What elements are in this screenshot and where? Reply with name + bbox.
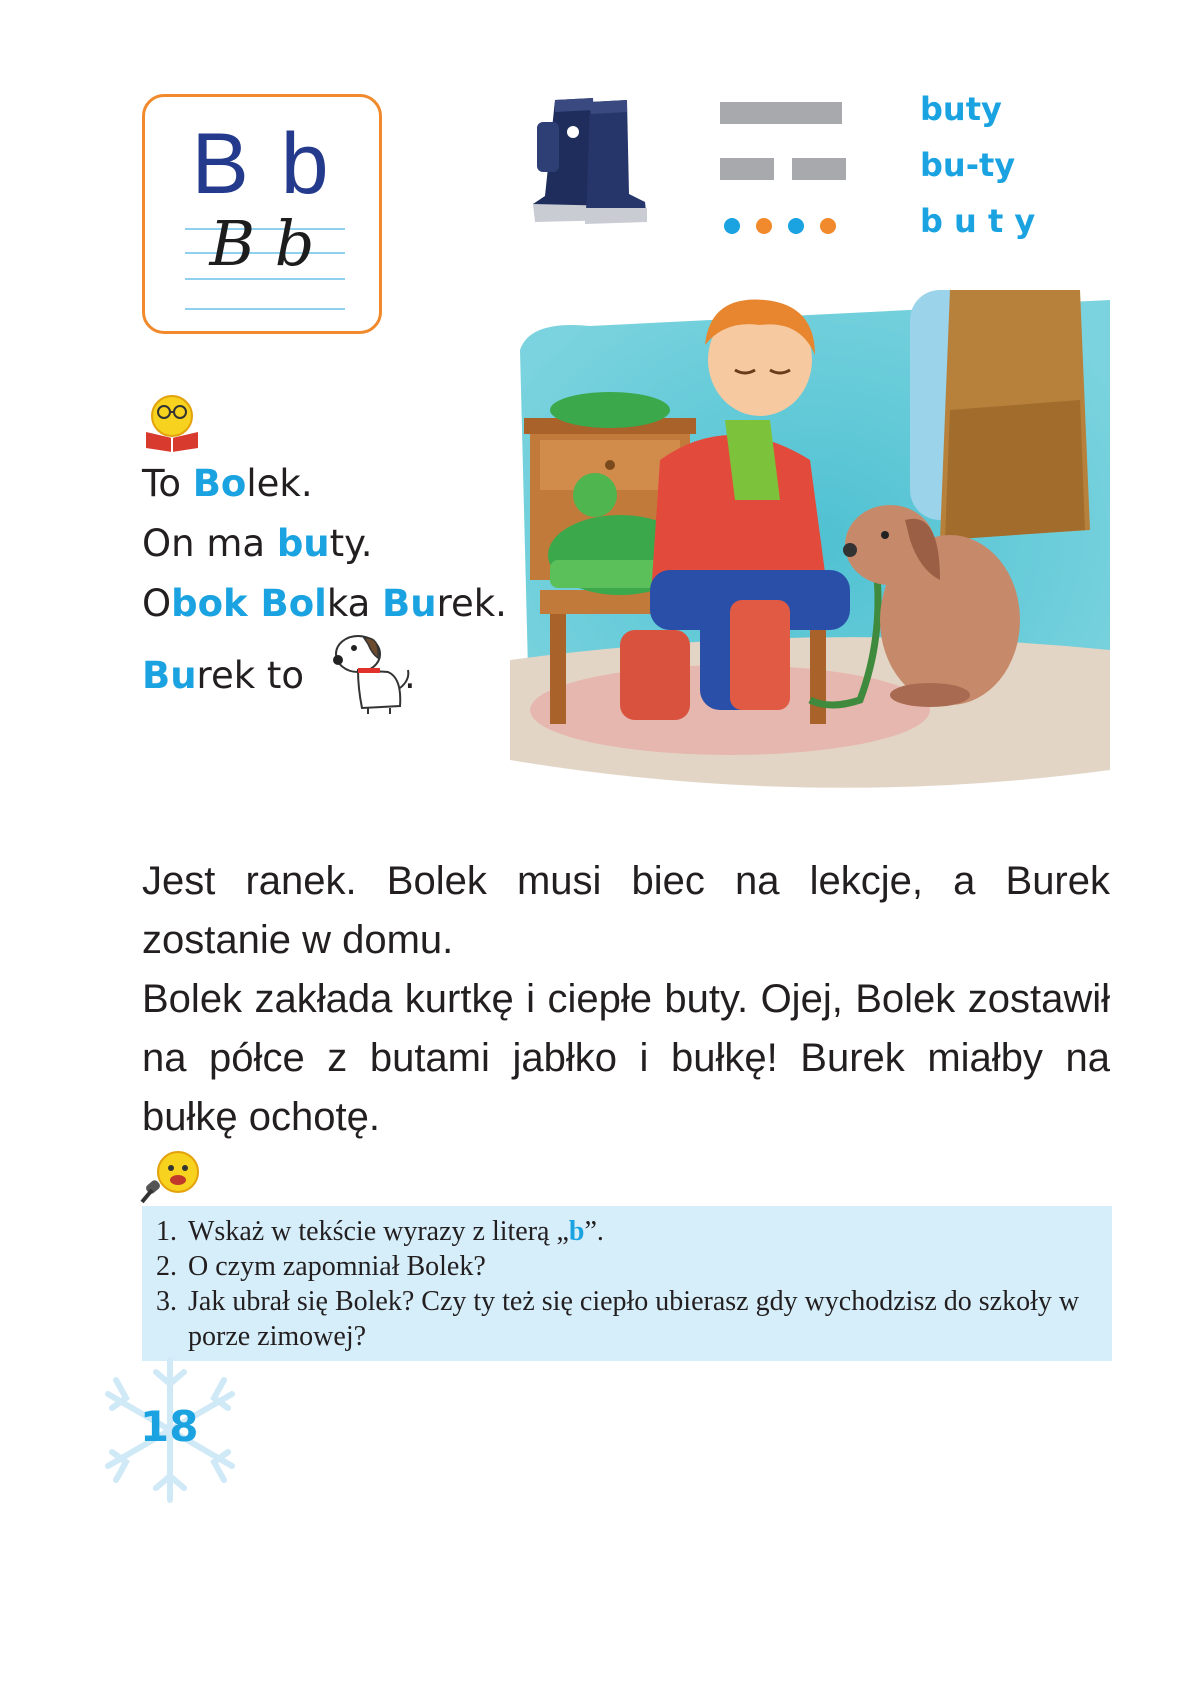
reading-text: lek. [246,462,313,505]
sound-dot [820,218,836,234]
question-2: 2. O czym zapomniał Bolek? [184,1249,1100,1284]
reading-highlight: Bu [382,582,437,625]
scheme-word-syllables: bu-ty [920,146,1016,184]
question-3: 3. Jak ubrał się Bolek? Czy ty też się ciepło ubierasz gdy wychodzisz do szkoły w porze zimowej? [184,1284,1100,1354]
reading-text: O [142,582,172,625]
reading-text: . [404,654,416,697]
scheme-word-whole: buty [920,90,1002,128]
reading-text: On ma [142,522,277,565]
syllable-scheme-bar-1 [720,158,774,180]
page-number: 18 [140,1402,199,1451]
question-text: Wskaż w tekście wyrazy z literą „ [188,1216,569,1247]
questions-box [142,1206,1112,1361]
script-letters: B b [209,207,315,280]
reading-smiley-icon [140,392,204,452]
reading-text: ka [326,582,383,625]
question-1 [184,1214,1100,1249]
story-paragraph-1: Jest ranek. Bolek musi biec na lekcje, a Burek zostanie w domu. [142,859,1110,962]
reading-highlight: Bo [192,462,247,505]
microphone-smiley-icon [138,1148,204,1204]
reading-text: rek. [436,582,507,625]
dog-icon [328,628,412,716]
boots-icon [515,92,650,232]
reading-line-2 [142,522,373,565]
reading-highlight: Bu [142,654,197,697]
letter-card [142,94,382,334]
reading-line-3 [142,582,507,625]
questions-list [154,1214,1100,1354]
reading-text: ty. [329,522,373,565]
scheme-word-sounds: b u t y [920,202,1036,240]
reading-highlight: bu [276,522,330,565]
print-letters: B b [191,116,333,212]
illustration-boy-and-dog [510,290,1110,790]
reading-highlight: bok Bol [171,582,327,625]
reading-line-1 [142,462,313,505]
reading-text: rek to [196,654,305,697]
sound-dot [788,218,804,234]
question-text: ”. [584,1216,604,1247]
sound-dot [724,218,740,234]
story-text [142,852,1110,1147]
reading-text: To [142,462,193,505]
syllable-scheme-bar-2 [792,158,846,180]
sound-dot [756,218,772,234]
question-letter: b [568,1216,585,1247]
story-paragraph-2: Bolek zakłada kurtkę i ciepłe buty. Ojej, Bolek zostawił na półce z butami jabłko i bułkę! Burek miałby na bułkę ochotę. [142,977,1110,1139]
word-scheme-bar [720,102,842,124]
